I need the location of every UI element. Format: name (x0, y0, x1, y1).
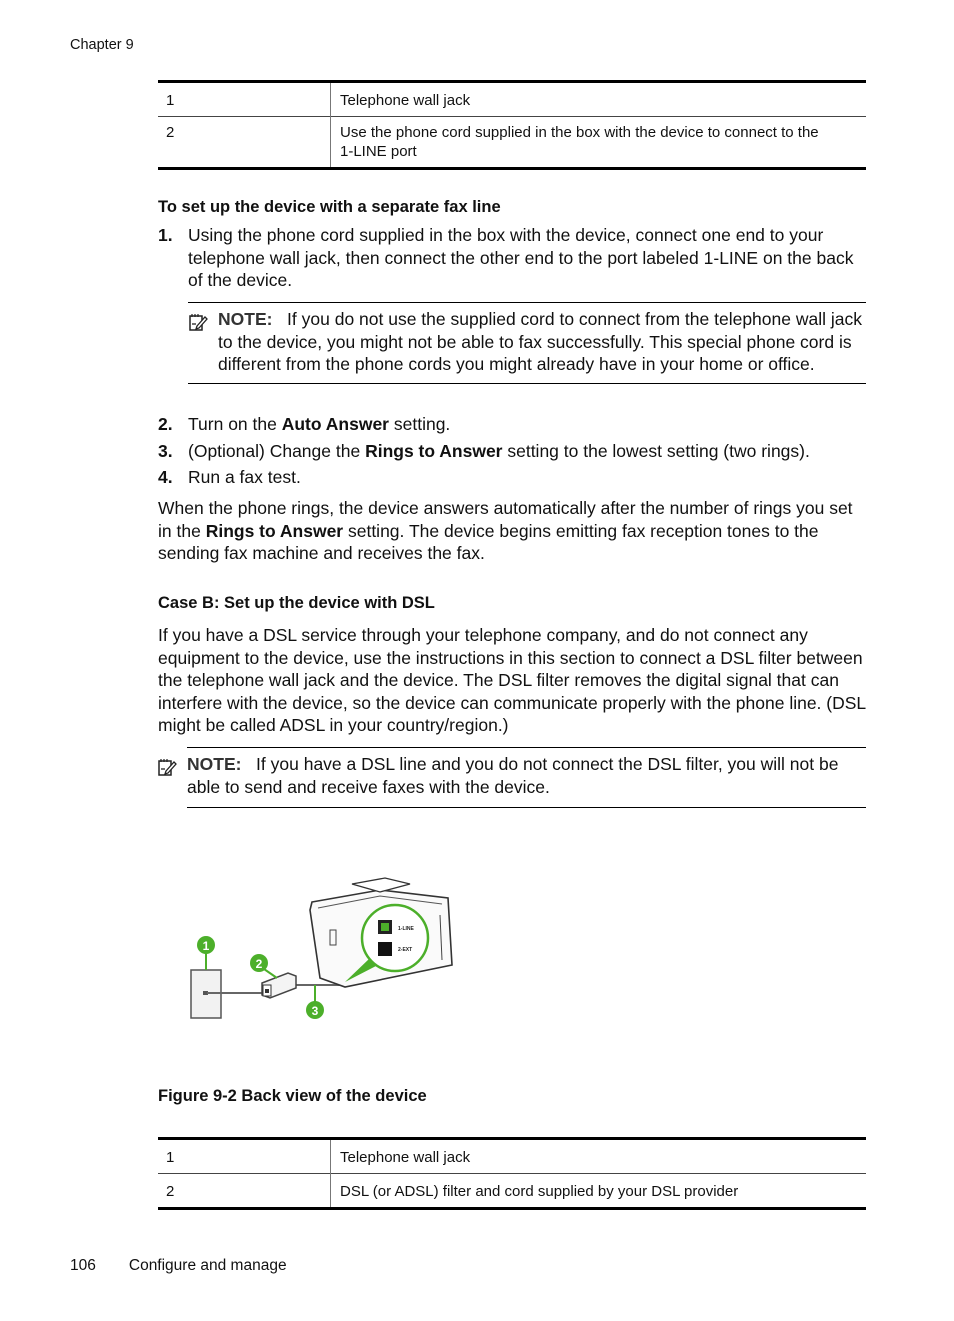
callout-1: 1 (202, 939, 210, 953)
page-footer (70, 1257, 287, 1275)
row-description: DSL (or ADSL) filter and cord supplied by your DSL provider (331, 1174, 867, 1209)
step-1 (158, 224, 866, 292)
dsl-filter-illustration (262, 973, 296, 998)
step-text: setting to the lowest setting (two rings). (502, 441, 810, 461)
row-number: 1 (158, 1139, 331, 1174)
row-number: 2 (158, 117, 331, 169)
table-row (158, 117, 866, 169)
page-number: 106 (70, 1257, 96, 1274)
note-icon (157, 757, 177, 777)
figure-caption: Figure 9-2 Back view of the device (158, 1087, 427, 1105)
port-label-2-ext: 2-EXT (398, 947, 413, 953)
running-head: Chapter 9 (70, 37, 134, 53)
note-box (188, 302, 866, 384)
table-row (158, 1174, 866, 1209)
text: When the phone rings, the device answers automatically after the number of rings you set in the (158, 498, 853, 541)
note-label: NOTE: (218, 309, 273, 329)
step-3 (158, 440, 866, 463)
dsl-note-box (187, 747, 866, 808)
note-text: If you do not use the supplied cord to connect from the telephone wall jack to the device, you might not be able to fax successfully. This special phone cord is different from the phone cords you might already have in your home or office. (218, 309, 862, 374)
row-description: Telephone wall jack (340, 1149, 471, 1166)
note-label: NOTE: (187, 754, 242, 774)
row-number: 1 (158, 82, 331, 117)
procedure-title: To set up the device with a separate fax line (158, 198, 501, 216)
port-label-1-line: 1-LINE (398, 926, 414, 932)
setting-name: Rings to Answer (205, 520, 344, 541)
setting-name: Auto Answer (281, 414, 389, 434)
footer-section-title: Configure and manage (128, 1257, 287, 1274)
step-number: 4. (158, 467, 173, 487)
step-number: 3. (158, 441, 173, 461)
text: setting. The device begins emitting fax reception tones to the sending fax machine and receives the fax. (158, 520, 819, 563)
step-number: 2. (158, 414, 173, 434)
device-illustration (310, 878, 452, 987)
callout-2: 2 (255, 957, 263, 971)
procedure-result-paragraph (158, 497, 866, 565)
dsl-paragraph: If you have a DSL service through your telephone company, and do not connect any equipment to the device, use the instructions in this section to connect a DSL filter between the telephone wall jack and the device. The DSL filter removes the digital signal that can interfere with the device, so the device can communicate properly with the phone line. (DSL might be called ADSL in your country/region.) (158, 625, 866, 735)
row-description: Telephone wall jack (340, 92, 471, 109)
table-row (158, 82, 866, 117)
step-text: Using the phone cord supplied in the box with the device, connect one end to your telephone wall jack, then connect the other end to the port labeled 1-LINE on the back of the device. (188, 225, 854, 290)
dsl-connection-diagram (180, 870, 470, 1030)
legend-table-top (158, 80, 866, 170)
step-4 (158, 466, 866, 489)
setting-name: Rings to Answer (365, 441, 503, 461)
step-number: 1. (158, 225, 173, 245)
step-text: setting. (389, 414, 451, 434)
legend-table-bottom (158, 1137, 866, 1210)
note-text: If you have a DSL line and you do not connect the DSL filter, you will not be able to send and receive faxes with the device. (187, 754, 839, 797)
step-text: (Optional) Change the (188, 441, 366, 461)
step-2 (158, 413, 866, 436)
step-text: Run a fax test. (188, 467, 301, 487)
row-description: Use the phone cord supplied in the box with the device to connect to the 1-LINE port (331, 117, 867, 169)
row-number: 2 (158, 1174, 331, 1209)
section-heading: Case B: Set up the device with DSL (158, 594, 435, 612)
step-text: Turn on the (188, 414, 282, 434)
callout-3: 3 (311, 1004, 319, 1018)
note-icon (188, 312, 208, 332)
table-row (158, 1139, 866, 1174)
